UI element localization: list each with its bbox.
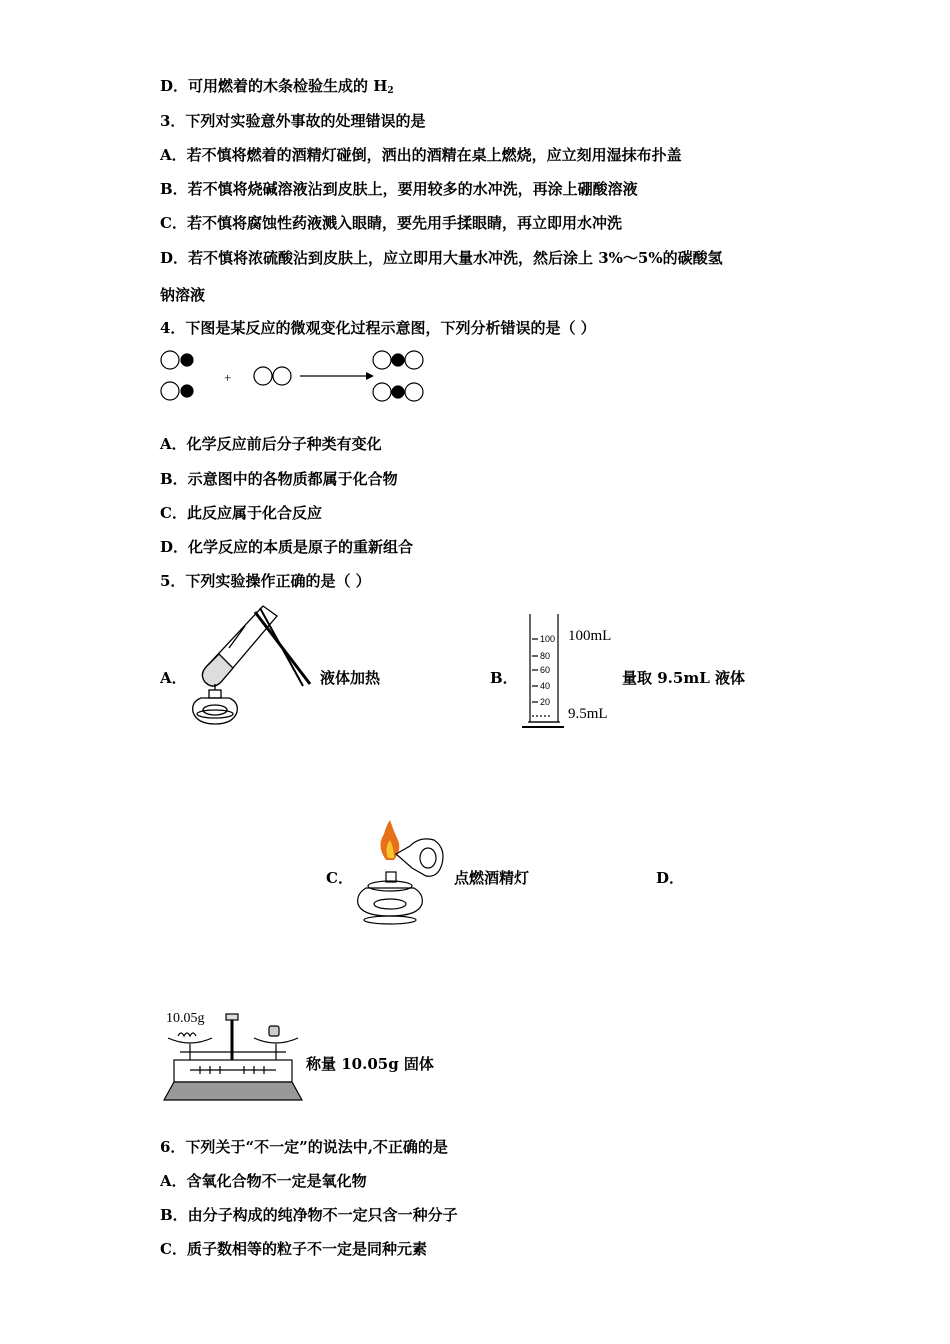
- balance-stand: [164, 1082, 302, 1100]
- weight-icon: [269, 1026, 279, 1036]
- atom-white: [161, 351, 179, 369]
- alcohol-lamp: [358, 888, 423, 916]
- balance-base: [174, 1060, 292, 1082]
- atom-white: [405, 383, 423, 401]
- atom-white: [373, 351, 391, 369]
- solid-sample: [178, 1033, 196, 1036]
- cylinder-capacity-label: 100mL: [568, 628, 612, 644]
- q3-option-a: A．若不慎将燃着的酒精灯碰倒，洒出的酒精在桌上燃烧，应立刻用湿抹布扑盖: [160, 146, 682, 164]
- q5-option-d-letter: D．: [656, 869, 685, 887]
- q6-option-c: C．质子数相等的粒子不一定是同种元素: [160, 1240, 427, 1258]
- q3-stem: 3．下列对实验意外事故的处理错误的是: [160, 112, 426, 130]
- q3-option-b: B．若不慎将烧碱溶液沾到皮肤上，要用较多的水冲洗，再涂上硼酸溶液: [160, 180, 638, 198]
- atom-white: [373, 383, 391, 401]
- tick-label: 80: [540, 651, 551, 661]
- q4-option-c: C．此反应属于化合反应: [160, 504, 322, 522]
- q3-option-d-line2: 钠溶液: [160, 286, 206, 304]
- q4-option-d: D．化学反应的本质是原子的重新组合: [160, 538, 414, 556]
- q4-stem: 4．下图是某反应的微观变化过程示意图，下列分析错误的是（ ）: [160, 319, 596, 337]
- q6-stem: 6．下列关于“不一定”的说法中,不正确的是: [160, 1138, 448, 1156]
- q4-option-b: B．示意图中的各物质都属于化合物: [160, 470, 398, 488]
- q5-option-a-letter: A．: [160, 669, 187, 687]
- q4-option-a: A．化学反应前后分子种类有变化: [160, 435, 382, 453]
- q5-option-a-caption: 液体加热: [320, 669, 381, 687]
- q5-option-c-letter: C．: [326, 869, 353, 887]
- atom-white: [405, 351, 423, 369]
- atom-black: [181, 385, 193, 397]
- q6-option-a: A．含氧化合物不一定是氧化物: [160, 1172, 367, 1190]
- tick-label: 60: [540, 665, 551, 675]
- right-pan: [254, 1038, 298, 1043]
- atom-white: [273, 367, 291, 385]
- lighting-alcohol-lamp-figure: [350, 818, 450, 926]
- balance-scale-figure: [160, 1008, 305, 1106]
- atom-white: [161, 382, 179, 400]
- arrow-head: [366, 372, 374, 380]
- q5-option-d-caption: 称量 10.05g 固体: [306, 1055, 434, 1073]
- q6-option-b: B．由分子构成的纯净物不一定只含一种分子: [160, 1206, 458, 1224]
- tick-label: 100: [540, 634, 556, 644]
- cylinder-reading-label: 9.5mL: [568, 706, 608, 722]
- tick-label: 20: [540, 697, 551, 707]
- q5-stem: 5．下列实验操作正确的是（ ）: [160, 572, 371, 590]
- q5-option-b-letter: B．: [490, 669, 518, 687]
- atom-black: [392, 354, 404, 366]
- tick-label: 40: [540, 681, 551, 691]
- reaction-molecule-diagram: [158, 346, 433, 408]
- q2-option-d: D．可用燃着的木条检验生成的 $H_2$: [160, 77, 394, 96]
- atom-black: [181, 354, 193, 366]
- atom-white: [254, 367, 272, 385]
- graduated-cylinder-figure: [518, 608, 623, 734]
- liquid-heating-figure: [185, 602, 315, 727]
- atom-black: [392, 386, 404, 398]
- q5-option-b-caption: 量取 9.5mL 液体: [622, 669, 745, 687]
- q3-option-d-line1: D．若不慎将浓硫酸沾到皮肤上，应立即用大量水冲洗，然后涂上 3%～5%的碳酸氢: [160, 249, 723, 267]
- q3-option-c: C．若不慎将腐蚀性药液溅入眼睛，要先用手揉眼睛，再立即用水冲洗: [160, 214, 622, 232]
- left-pan: [168, 1038, 212, 1043]
- q5-option-c-caption: 点燃酒精灯: [454, 869, 530, 887]
- alcohol-lamp: [193, 698, 238, 724]
- plus-sign: +: [224, 370, 232, 385]
- weight-label: 10.05g: [166, 1011, 205, 1026]
